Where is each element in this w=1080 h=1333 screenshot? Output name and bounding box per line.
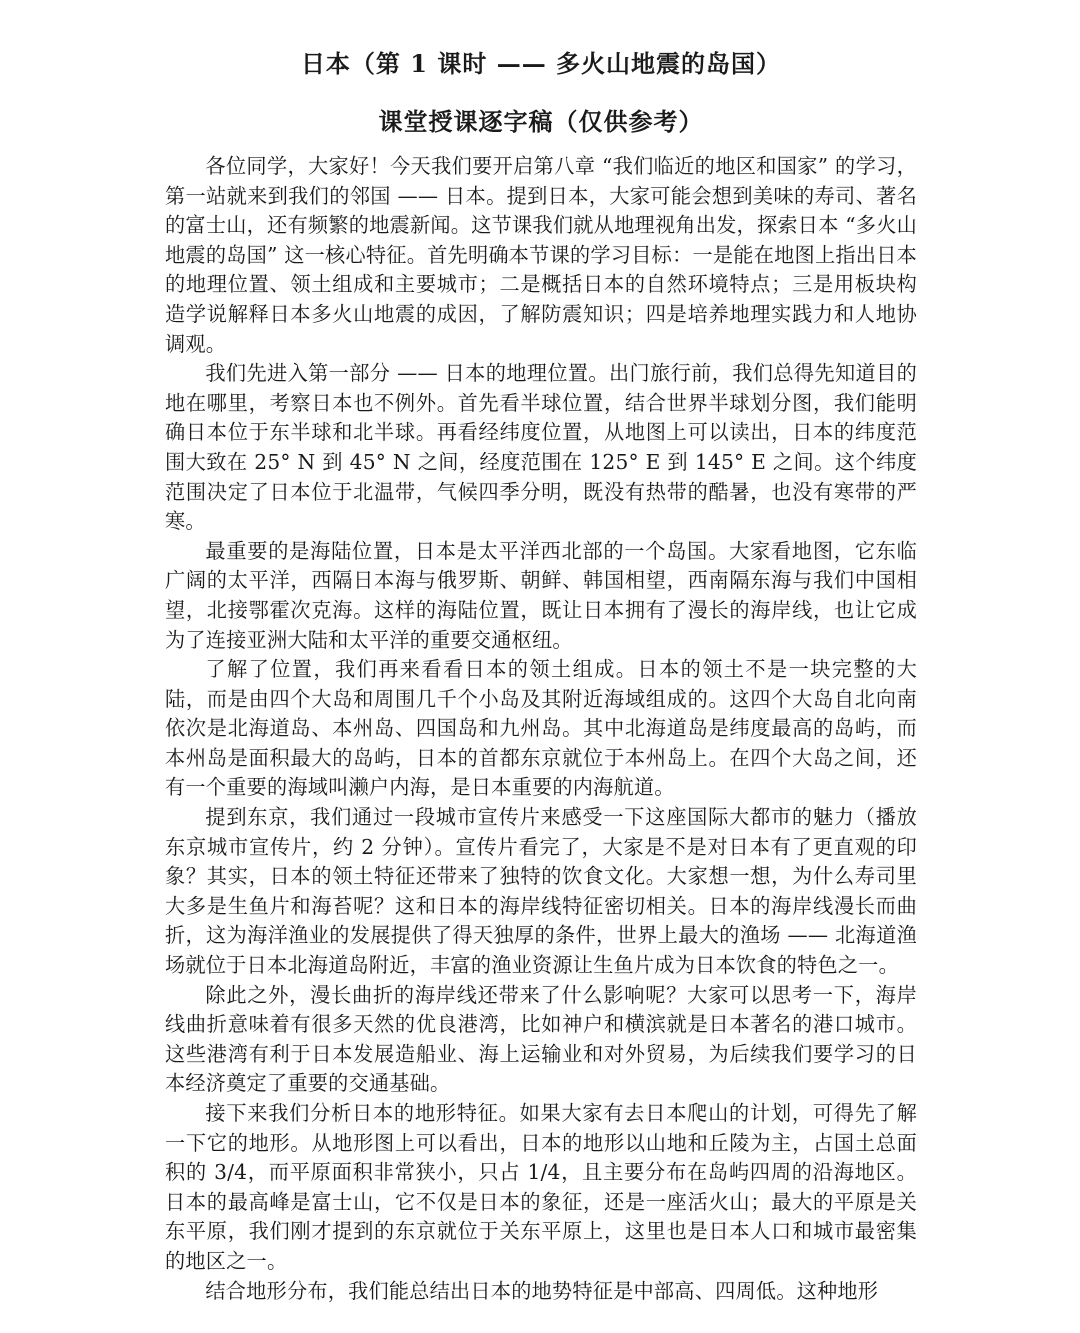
paragraph-coastline: 除此之外，漫长曲折的海岸线还带来了什么影响呢？大家可以思考一下，海岸线曲折意味着有很多天然的优良港湾，比如神户和横滨就是日本著名的港口城市。这些港湾有利于日本发展造船业、海上运输业和对外贸易，为后续我们要学习的日本经济奠定了重要的交通基础。 — [165, 982, 917, 1096]
paragraph-location: 我们先进入第一部分 —— 日本的地理位置。出门旅行前，我们总得先知道目的地在哪里，考察日本也不例外。首先看半球位置，结合世界半球划分图，我们能明确日本位于东半球和北半球。再看经纬度位置，从地图上可以读出，日本的纬度范围大致在 25° N 到 45° N 之间，经度范围在 125° E 到 145° E 之间。这个纬度范围决定了日本位于北温带，气候四季分明，既没有热带的酷暑，也没有寒带的严寒。 — [165, 361, 917, 534]
paragraph-tokyo: 提到东京，我们通过一段城市宣传片来感受一下这座国际大都市的魅力（播放东京城市宣传片，约 2 分钟）。宣传片看完了，大家是不是对日本有了更直观的印象？其实，日本的领土特征还带来了独特的饮食文化。大家想一想，为什么寿司里大多是生鱼片和海苔呢？这和日本的海岸线特征密切相关。日本的海岸线漫长而曲折，这为海洋渔业的发展提供了得天独厚的条件，世界上最大的渔场 —— 北海道渔场就位于日本北海道岛附近，丰富的渔业资源让生鱼片成为日本饮食的特色之一。 — [165, 805, 917, 978]
document-page — [165, 42, 917, 1306]
paragraph-sea-land: 最重要的是海陆位置，日本是太平洋西北部的一个岛国。大家看地图，它东临广阔的太平洋，西隔日本海与俄罗斯、朝鲜、韩国相望，西南隔东海与我们中国相望，北接鄂霍次克海。这样的海陆位置，既让日本拥有了漫长的海岸线，也让它成为了连接亚洲大陆和太平洋的重要交通枢纽。 — [165, 538, 917, 652]
document-subtitle: 课堂授课逐字稿（仅供参考） — [378, 107, 704, 136]
paragraph-relief: 结合地形分布，我们能总结出日本的地势特征是中部高、四周低。这种地形 — [205, 1278, 879, 1303]
document-title: 日本（第 1 课时 —— 多火山地震的岛国） — [300, 49, 782, 78]
paragraph-territory: 了解了位置，我们再来看看日本的领土组成。日本的领土不是一块完整的大陆，而是由四个大岛和周围几千个小岛及其附近海域组成的。这四个大岛自北向南依次是北海道岛、本州岛、四国岛和九州岛。其中北海道岛是纬度最高的岛屿，而本州岛是面积最大的岛屿，日本的首都东京就位于本州岛上。在四个大岛之间，还有一个重要的海域叫濑户内海，是日本重要的内海航道。 — [165, 657, 917, 800]
paragraph-intro: 各位同学，大家好！今天我们要开启第八章 “我们临近的地区和国家” 的学习，第一站就来到我们的邻国 —— 日本。提到日本，大家可能会想到美味的寿司、著名的富士山，还有频繁的地震新闻。这节课我们就从地理视角出发，探索日本 “多火山地震的岛国” 这一核心特征。首先明确本节课的学习目标：一是能在地图上指出日本的地理位置、领土组成和主要城市；二是概括日本的自然环境特点；三是用板块构造学说解释日本多火山地震的成因，了解防震知识；四是培养地理实践力和人地协调观。 — [165, 154, 917, 356]
paragraph-terrain: 接下来我们分析日本的地形特征。如果大家有去日本爬山的计划，可得先了解一下它的地形。从地形图上可以看出，日本的地形以山地和丘陵为主，占国土总面积的 3/4，而平原面积非常狭小，只占 1/4，且主要分布在岛屿四周的沿海地区。日本的最高峰是富士山，它不仅是日本的象征，还是一座活火山；最大的平原是关东平原，我们刚才提到的东京就位于关东平原上，这里也是日本人口和城市最密集的地区之一。 — [165, 1101, 917, 1273]
